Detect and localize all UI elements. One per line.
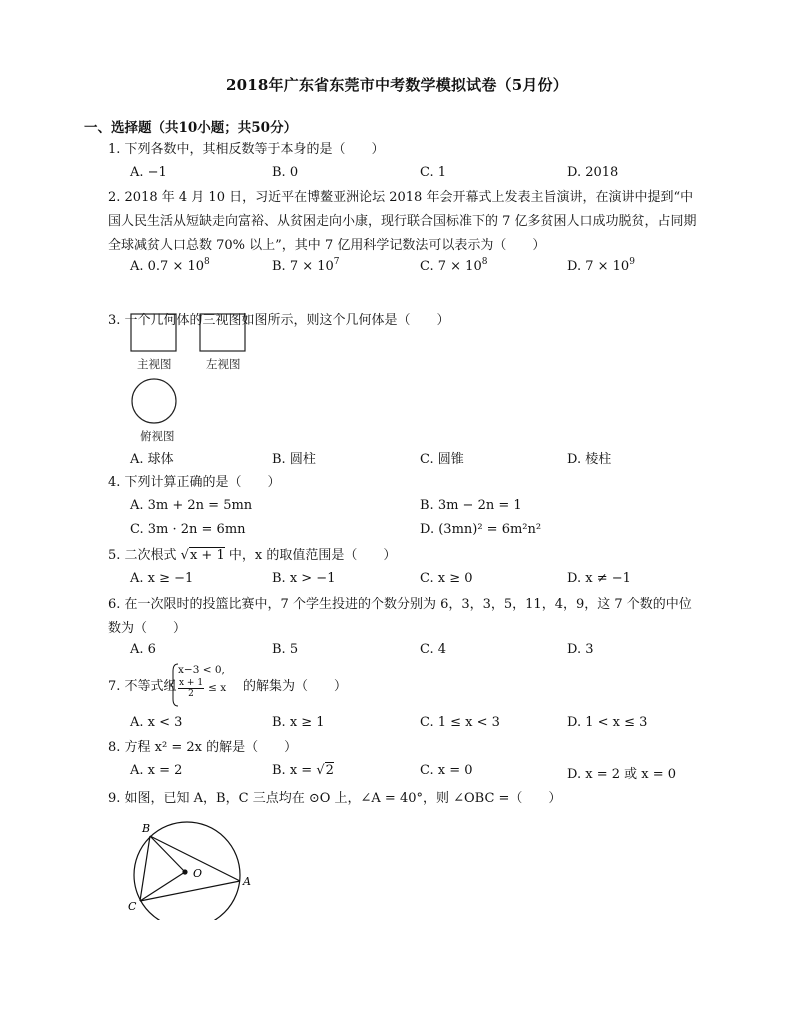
fraction: $\frac{x + 1}{2}$	[179, 678, 204, 699]
top-view-circle	[132, 379, 176, 423]
question-4-option-c[interactable]: C. 3m · 2n = 6mn	[130, 522, 246, 537]
question-6-option-b[interactable]: B. 5	[272, 642, 299, 657]
question-8-stem: 8. 方程 x² = 2x 的解是（ ）	[108, 740, 298, 755]
question-5-stem: 5. 二次根式 √x + 1 中，x 的取值范围是（ ）	[108, 548, 397, 563]
question-3-option-a[interactable]: A. 球体	[130, 452, 174, 467]
front-view-label: 主视图	[137, 359, 172, 371]
question-5-option-b[interactable]: B. x > −1	[272, 571, 336, 586]
question-2-option-c[interactable]: C. $7 \times 10^8$	[420, 257, 488, 274]
question-3-option-c[interactable]: C. 圆锥	[420, 452, 464, 467]
question-3-stem: 3. 一个几何体的三视图如图所示，则这个几何体是（ ）	[108, 313, 450, 328]
question-1-stem: 1. 下列各数中，其相反数等于本身的是（ ）	[108, 142, 385, 157]
question-4-stem: 4. 下列计算正确的是（ ）	[108, 475, 281, 490]
question-6-stem: 6. 在一次限时的投篮比赛中，7 个学生投进的个数分别为 6，3，3，5，11，4，9，这 7 个数的中位数为（ ）	[108, 597, 692, 636]
inequality-line-1: x−3 < 0,	[178, 664, 225, 676]
label-c: C	[128, 900, 137, 913]
center-point-o	[182, 869, 187, 874]
question-7-stem-post: 的解集为（ ）	[243, 679, 348, 694]
question-7-option-a[interactable]: A. x < 3	[130, 715, 183, 730]
label-b: B	[142, 822, 151, 835]
question-6-option-a[interactable]: A. 6	[130, 642, 156, 657]
question-6-option-d[interactable]: D. 3	[567, 642, 594, 657]
label-a: A	[243, 875, 251, 888]
inequality-line-2: $\frac{x + 1}{2}$ ≤ x	[179, 678, 227, 699]
question-8-option-c[interactable]: C. x = 0	[420, 763, 473, 778]
radical-expression: x + 1	[189, 548, 225, 563]
question-2-option-b[interactable]: B. $7 \times 10^7$	[272, 257, 340, 274]
question-1-option-d[interactable]: D. 2018	[567, 165, 619, 180]
question-1-option-a[interactable]: A. −1	[130, 165, 167, 180]
question-8-option-b[interactable]: B. x = √2	[272, 763, 334, 778]
question-5-option-c[interactable]: C. x ≥ 0	[420, 571, 473, 586]
segment-bc	[140, 836, 150, 901]
question-5-option-d[interactable]: D. x ≠ −1	[567, 571, 631, 586]
question-2-option-a[interactable]: A. $0.7 \times 10^8$	[130, 257, 210, 274]
segment-bo	[150, 836, 185, 872]
top-view-label: 俯视图	[140, 431, 175, 443]
question-1-option-b[interactable]: B. 0	[272, 165, 299, 180]
question-8-option-a[interactable]: A. x = 2	[130, 763, 183, 778]
question-7-stem-pre: 7. 不等式组	[108, 679, 177, 694]
question-4-option-b[interactable]: B. 3m − 2n = 1	[420, 498, 522, 513]
top-view-figure	[128, 377, 182, 427]
exam-title: 2018年广东省东莞市中考数学模拟试卷（5月份）	[226, 76, 568, 94]
front-view-square	[131, 314, 176, 351]
question-3-option-b[interactable]: B. 圆柱	[272, 452, 316, 467]
question-8-option-d[interactable]: D. x = 2 或 x = 0	[567, 767, 677, 782]
question-6-option-c[interactable]: C. 4	[420, 642, 447, 657]
left-view-square	[200, 314, 245, 351]
question-7-option-c[interactable]: C. 1 ≤ x < 3	[420, 715, 500, 730]
question-5-option-a[interactable]: A. x ≥ −1	[130, 571, 194, 586]
question-9-stem: 9. 如图，已知 A，B，C 三点均在 ⊙O 上，∠A = 40°，则 ∠OBC =（ ）	[108, 791, 562, 806]
question-7-option-b[interactable]: B. x ≥ 1	[272, 715, 325, 730]
question-4-option-a[interactable]: A. 3m + 2n = 5mn	[130, 498, 253, 513]
circle-geometry-figure	[122, 815, 262, 920]
question-7-option-d[interactable]: D. 1 < x ≤ 3	[567, 715, 648, 730]
question-2-option-d[interactable]: D. $7 \times 10^9$	[567, 257, 635, 274]
question-1-option-c[interactable]: C. 1	[420, 165, 447, 180]
left-view-label: 左视图	[206, 359, 241, 371]
question-2-stem: 2. 2018 年 4 月 10 日，习近平在博鳌亚洲论坛 2018 年会开幕式上发表主旨演讲，在演讲中提到“中国人民生活从短缺走向富裕、从贫困走向小康，现行联合国标准下的 7 亿多贫困人口成功脱贫，占同期全球减贫人口总数 70% 以上”，其中 7 亿用科学记数法可以表示为（ ）	[108, 190, 697, 253]
question-4-option-d[interactable]: D. (3mn)² = 6m²n²	[420, 522, 542, 537]
inequality-system	[178, 664, 238, 706]
question-3-option-d[interactable]: D. 棱柱	[567, 452, 612, 467]
section-heading: 一、选择题（共10小题；共50分）	[84, 120, 298, 136]
label-o: O	[193, 867, 203, 880]
